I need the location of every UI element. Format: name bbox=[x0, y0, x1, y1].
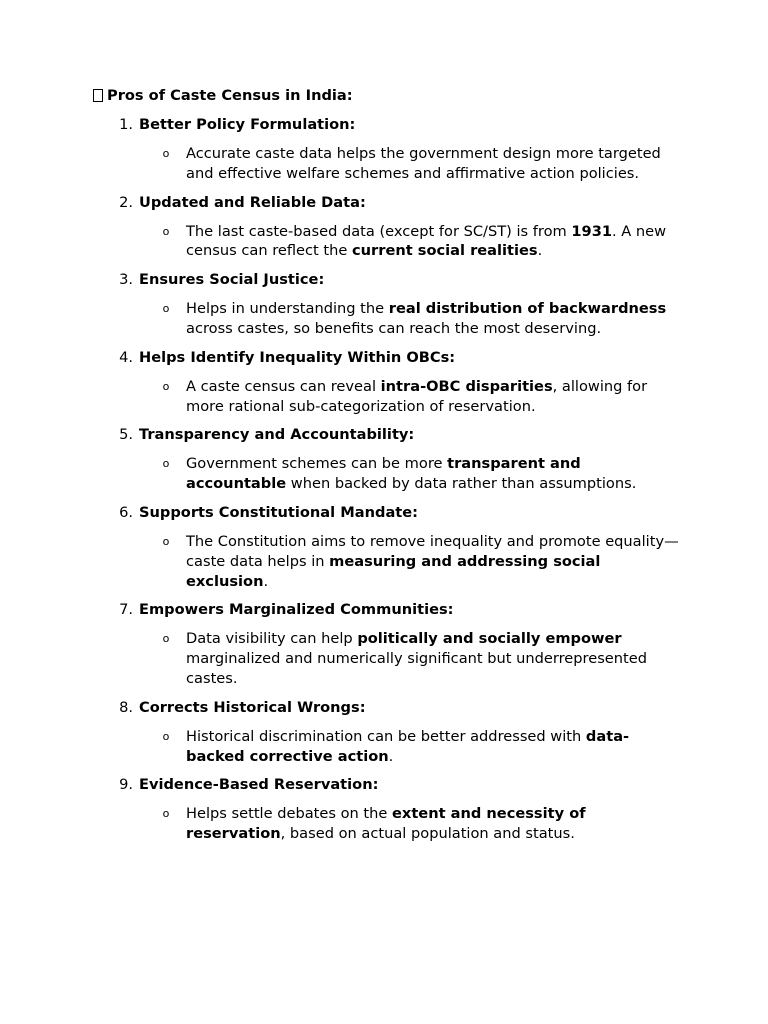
sub-bullet-item bbox=[0, 629, 768, 688]
list-item-number: 5. bbox=[119, 426, 133, 444]
bold-text-segment: 1931 bbox=[571, 222, 613, 240]
list-item-title: Helps Identify Inequality Within OBCs: bbox=[139, 348, 456, 366]
list-item bbox=[0, 503, 768, 591]
text-segment: The last caste-based data (except for SC/ST) is from bbox=[186, 222, 572, 240]
text-segment: The Constitution aims to remove inequality and promote equality—caste data helps in bbox=[186, 532, 679, 570]
bold-text-segment: measuring and addressing social exclusion bbox=[186, 552, 601, 590]
list-item-number: 4. bbox=[119, 348, 133, 366]
text-segment: , based on actual population and status. bbox=[280, 825, 575, 843]
text-segment: , allowing for more rational sub-categorization of reservation. bbox=[186, 377, 648, 415]
sub-bullet-text bbox=[186, 222, 680, 262]
pros-list bbox=[0, 115, 768, 853]
hollow-bullet-icon: o bbox=[162, 457, 170, 471]
bold-text-segment: politically and socially empower bbox=[357, 630, 622, 648]
list-item bbox=[0, 698, 768, 767]
sub-bullet-text bbox=[186, 629, 680, 688]
list-item bbox=[0, 193, 768, 262]
list-item-number: 2. bbox=[119, 193, 133, 211]
bold-text-segment: current social realities bbox=[352, 242, 538, 260]
hollow-bullet-icon: o bbox=[162, 147, 170, 160]
list-item-number: 7. bbox=[119, 601, 133, 619]
text-segment: Accurate caste data helps the government design more targeted and effective welfare schemes and affirmative action policies. bbox=[186, 145, 661, 182]
sub-bullet-item bbox=[0, 299, 768, 339]
sub-bullet-item bbox=[0, 454, 768, 494]
bold-text-segment: data-backed corrective action bbox=[186, 727, 630, 765]
text-segment: . A new census can reflect the bbox=[186, 222, 667, 260]
list-item-title: Transparency and Accountability: bbox=[139, 426, 415, 444]
list-item-title: Ensures Social Justice: bbox=[139, 271, 325, 289]
heading-text: Pros of Caste Census in India: bbox=[107, 87, 353, 104]
sub-bullet-item bbox=[0, 532, 768, 591]
bold-text-segment: transparent and accountable bbox=[186, 455, 581, 493]
sub-bullet-text bbox=[186, 377, 680, 417]
text-segment: Data visibility can help bbox=[186, 630, 358, 648]
list-item-number: 3. bbox=[119, 271, 133, 289]
sub-bullet-text bbox=[186, 144, 680, 184]
list-item-title: Evidence-Based Reservation: bbox=[139, 776, 379, 794]
sub-bullet-item bbox=[0, 222, 768, 262]
text-segment: Helps settle debates on the bbox=[186, 805, 393, 823]
text-segment: . bbox=[388, 747, 394, 765]
bold-text-segment: intra-OBC disparities bbox=[380, 377, 553, 395]
list-item-number: 1. bbox=[119, 116, 133, 133]
sub-bullet-item bbox=[0, 804, 768, 844]
bold-text-segment: real distribution of backwardness bbox=[388, 300, 667, 318]
sub-bullet-text bbox=[186, 454, 680, 494]
sub-bullet-item bbox=[0, 144, 768, 184]
text-segment: when backed by data rather than assumptions. bbox=[286, 475, 637, 493]
sub-bullet-item bbox=[0, 377, 768, 417]
text-segment: Helps in understanding the bbox=[186, 300, 389, 318]
list-item-number: 8. bbox=[119, 698, 133, 716]
sub-bullet-item bbox=[0, 727, 768, 767]
list-item-number: 6. bbox=[119, 503, 133, 521]
list-item-title: Updated and Reliable Data: bbox=[139, 193, 366, 211]
list-item-title: Supports Constitutional Mandate: bbox=[139, 503, 419, 521]
text-segment: A caste census can reveal bbox=[186, 377, 381, 395]
sub-bullet-text bbox=[186, 299, 680, 339]
list-item-title: Better Policy Formulation: bbox=[139, 116, 356, 133]
hollow-bullet-icon: o bbox=[162, 379, 170, 393]
bold-text-segment: extent and necessity of reservation bbox=[186, 805, 586, 843]
list-item-title: Empowers Marginalized Communities: bbox=[139, 601, 454, 619]
document-heading bbox=[93, 86, 353, 106]
sub-bullet-text bbox=[186, 727, 680, 767]
text-segment: across castes, so benefits can reach the most deserving. bbox=[186, 319, 602, 337]
text-segment: Historical discrimination can be better addressed with bbox=[186, 727, 586, 745]
text-segment: marginalized and numerically significant but underrepresented castes. bbox=[186, 650, 647, 687]
list-item bbox=[0, 600, 768, 688]
hollow-bullet-icon: o bbox=[162, 534, 170, 548]
list-item bbox=[0, 425, 768, 494]
hollow-bullet-icon: o bbox=[162, 224, 170, 238]
list-item bbox=[0, 348, 768, 417]
hollow-bullet-icon: o bbox=[162, 302, 170, 316]
text-segment: Government schemes can be more bbox=[186, 455, 448, 473]
list-item bbox=[0, 270, 768, 339]
sub-bullet-text bbox=[186, 804, 680, 844]
hollow-bullet-icon: o bbox=[162, 807, 170, 821]
list-item-title: Corrects Historical Wrongs: bbox=[139, 698, 366, 716]
hollow-bullet-icon: o bbox=[162, 632, 170, 646]
list-item bbox=[0, 115, 768, 184]
text-segment: . bbox=[537, 242, 543, 260]
list-item bbox=[0, 775, 768, 844]
text-segment: . bbox=[263, 572, 269, 590]
list-item-number: 9. bbox=[119, 776, 133, 794]
unrendered-glyph-icon bbox=[93, 89, 103, 102]
hollow-bullet-icon: o bbox=[162, 729, 170, 743]
sub-bullet-text bbox=[186, 532, 680, 591]
